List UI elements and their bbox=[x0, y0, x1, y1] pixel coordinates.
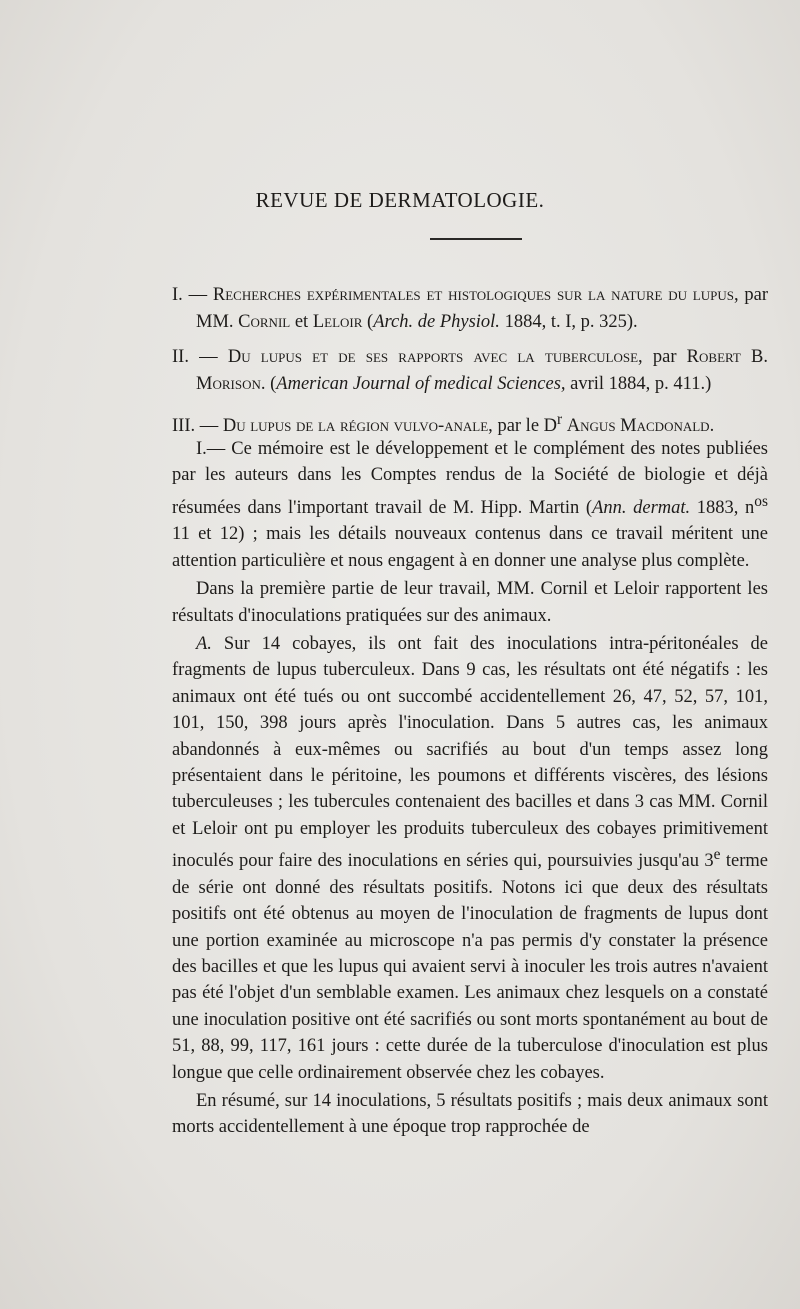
reference-author: Robert B. Morison. bbox=[196, 347, 768, 394]
paragraph-3: A. Sur 14 cobayes, ils ont fait des inoculations intra-péritonéales de fragments de lupus tuberculeux. Dans 9 cas, les résultats ont été négatifs : les animaux ont été tués ou ont succombé accidentellement 26, 47, 52, 57, 101, 101, 150, 398 jours après l'inoculation. Dans 5 autres cas, les animaux abandonnés à eux-mêmes ou sacrifiés au bout d'un temps assez long présentaient dans le péritoine, les poumons et différents viscères, des lésions tuberculeuses ; les tubercules contenaient des bacilles et dans 3 cas MM. Cornil et Leloir ont pu employer les produits tuberculeux des cobayes primitivement inoculés pour faire des inoculations en séries qui, poursuivies jusqu'au 3e terme de série ont donné des résultats positifs. Notons ici que deux des résultats positifs ont été obtenus au moyen de l'inoculation de fragments de lupus dont une portion examinée au microscope n'a pas permis d'y constater la présence des bacilles et que les lupus qui avaient servi à inoculer les trois autres n'avaient pas été l'objet d'un semblable examen. Les animaux chez lesquels on a constaté une inoculation positive ont été sacrifiés ou sont morts spontanément au bout de 51, 88, 99, 117, 161 jours : cette durée de la tuberculose d'inoculation est plus longue que celle ordinairement observée chez les cobayes. bbox=[172, 634, 768, 1083]
article-body bbox=[172, 436, 768, 1143]
reference-source: American Journal of medical Sciences, bbox=[276, 374, 566, 394]
page-title: REVUE DE DERMATOLOGIE. bbox=[255, 188, 545, 212]
reference-title: Du lupus de la région vulvo-anale, bbox=[222, 416, 493, 437]
reference-title: Recherches expérimentales et histologiques sur la nature du lupus, bbox=[212, 285, 739, 305]
reference-source: Arch. de Physiol. bbox=[373, 312, 500, 332]
reference-author: Cornil bbox=[238, 312, 291, 332]
reference-title: Du lupus et de ses rapports avec la tuberculose, bbox=[227, 347, 643, 367]
reference-item-2: II. — Du lupus et de ses rapports avec la tuberculose, par Robert B. Morison. (American Journal of medical Sciences, avril 1884, p. 411.) bbox=[172, 347, 768, 394]
paragraph-2: Dans la première partie de leur travail, MM. Cornil et Leloir rapportent les résultats d'inoculations pratiquées sur des animaux. bbox=[172, 579, 768, 626]
reference-item-3: III. — Du lupus de la région vulvo-anale, par le $D^r$ Angus Macdonald. bbox=[172, 411, 715, 437]
reference-item-1: I. — Recherches expérimentales et histologiques sur la nature du lupus, par MM. Cornil et Leloir (Arch. de Physiol. 1884, t. I, p. 325). bbox=[172, 285, 769, 332]
reference-list bbox=[172, 282, 768, 448]
paragraph-4: En résumé, sur 14 inoculations, 5 résultats positifs ; mais deux animaux sont morts accidentellement à une époque trop rapprochée de bbox=[172, 1091, 768, 1138]
title-rule bbox=[430, 238, 522, 240]
paragraph-1: I.— Ce mémoire est le développement et le complément des notes publiées par les auteurs dans les Comptes rendus de la Société de biologie et déjà résumées dans l'important travail de M. Hipp. Martin (Ann. dermat. 1883, $n^{os}$ 11 et 12) ; mais les détails nouveaux contenus dans ce travail méritent une attention particulière et nous engagent à en donner une analyse plus complète. bbox=[172, 439, 768, 571]
reference-author: Leloir bbox=[312, 312, 363, 332]
reference-author: Angus Macdonald. bbox=[566, 416, 715, 437]
